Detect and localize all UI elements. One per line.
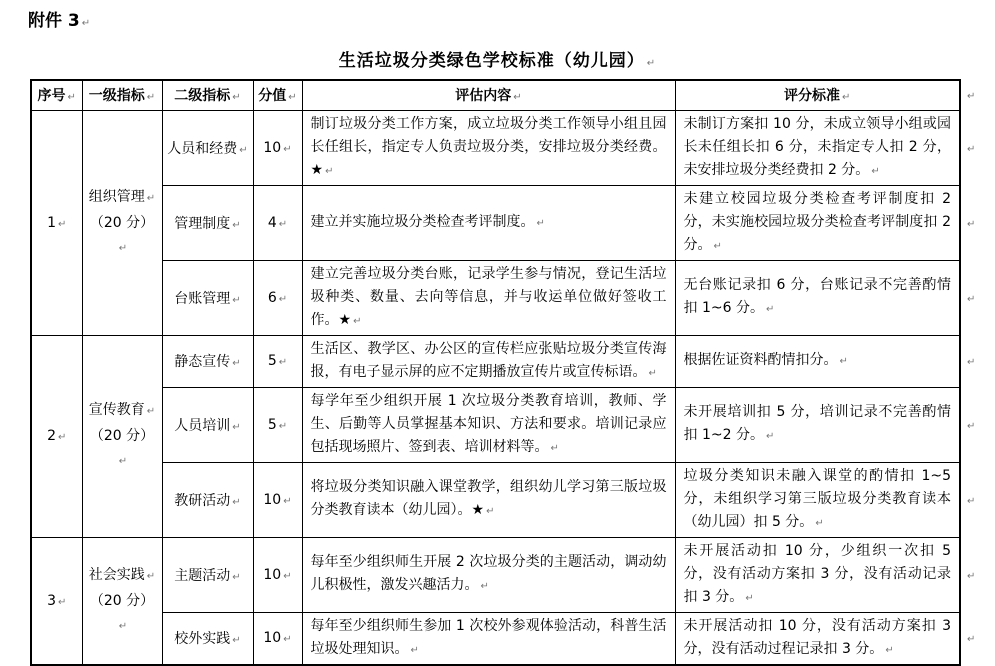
paragraph-mark: ↵ <box>232 571 241 583</box>
index-cell <box>31 110 82 335</box>
category-name: 宣传教育 <box>88 402 145 418</box>
header-cell-category <box>82 80 162 110</box>
table-row <box>31 110 990 185</box>
paragraph-mark: ↵ <box>967 420 976 432</box>
header-label: 评估内容 <box>455 88 512 105</box>
paragraph-mark: ↵ <box>486 506 495 517</box>
table-row <box>31 387 990 462</box>
table-row <box>31 612 990 665</box>
paragraph-mark: ↵ <box>745 592 754 604</box>
criteria-cell <box>675 110 960 185</box>
content-cell <box>302 387 675 462</box>
category-name: 组织管理 <box>88 188 145 205</box>
paragraph-mark: ↵ <box>967 570 976 582</box>
paragraph-mark: ↵ <box>232 421 241 433</box>
paragraph-mark: ↵ <box>118 242 128 254</box>
indicator-cell <box>162 260 253 335</box>
paragraph-mark: ↵ <box>765 431 775 442</box>
score-cell <box>253 335 302 387</box>
criteria-text: 垃圾分类知识未融入课堂的酌情扣 1~5 分，未组织学习第三版垃圾分类教育读本（幼儿园）扣 5 分。 <box>683 467 951 530</box>
paragraph-mark: ↵ <box>288 92 297 104</box>
paragraph-mark: ↵ <box>536 217 545 229</box>
content-text: 每学年至少组织开展 1 次垃圾分类教育培训，教师、学生、后勤等人员掌握基本知识、方法和要求。培训记录应包括现场照片、签到表、培训材料等。 <box>310 392 667 455</box>
paragraph-mark: ↵ <box>871 165 880 177</box>
paragraph-mark: ↵ <box>353 315 362 327</box>
content-text: 生活区、教学区、办公区的宣传栏应张贴垃圾分类宣传海报，有电子显示屏的应不定期播放宣传片或宣传标语。 <box>310 340 667 380</box>
category-cell <box>82 110 162 335</box>
paragraph-mark: ↵ <box>58 432 67 443</box>
content-cell <box>302 110 675 185</box>
score-value: 5 <box>267 353 277 369</box>
paragraph-mark: ↵ <box>967 143 976 155</box>
paragraph-mark: ↵ <box>232 92 241 104</box>
indicator-name: 校外实践 <box>174 631 231 647</box>
paragraph-mark: ↵ <box>146 192 156 204</box>
index-value: 1 <box>47 214 57 231</box>
category-name: 社会实践 <box>88 566 145 583</box>
paragraph-mark: ↵ <box>550 442 559 454</box>
paragraph-mark: ↵ <box>232 358 241 369</box>
standards-table <box>30 79 991 666</box>
paragraph-mark: ↵ <box>232 219 241 231</box>
paragraph-mark: ↵ <box>278 357 288 368</box>
criteria-text: 未建立校园垃圾分类检查考评制度扣 2 分，未实施校园垃圾分类检查考评制度扣 2 分。 <box>683 190 951 253</box>
criteria-cell <box>675 335 960 387</box>
header-label: 评分标准 <box>784 88 841 105</box>
paragraph-mark: ↵ <box>325 165 334 177</box>
indicator-cell <box>162 462 253 537</box>
content-cell <box>302 462 675 537</box>
content-text: 每年至少组织师生参加 1 次校外参观体验活动，科普生活垃圾处理知识。 <box>310 617 667 657</box>
table-row <box>31 462 990 537</box>
criteria-cell <box>675 537 960 612</box>
paragraph-mark: ↵ <box>283 634 292 645</box>
paragraph-mark: ↵ <box>967 293 976 305</box>
paragraph-mark: ↵ <box>410 644 419 656</box>
header-cell-score <box>253 80 302 110</box>
row-end-mark <box>960 612 990 665</box>
page-title <box>0 46 995 71</box>
content-text: 每年至少组织师生开展 2 次垃圾分类的主题活动，调动幼儿积极性，激发兴趣活力。 <box>310 554 667 593</box>
content-cell <box>302 537 675 612</box>
criteria-cell <box>675 612 960 665</box>
score-cell <box>253 185 302 260</box>
paragraph-mark: ↵ <box>118 620 128 632</box>
content-text: 建立完善垃圾分类台账，记录学生参与情况，登记生活垃圾种类、数量、去向等信息，并与收运单位做好签收工作。★ <box>310 265 667 328</box>
row-end-mark <box>960 462 990 537</box>
indicator-name: 人员培训 <box>174 417 231 434</box>
row-end-mark <box>960 185 990 260</box>
row-end-mark <box>960 110 990 185</box>
content-cell <box>302 335 675 387</box>
paragraph-mark: ↵ <box>480 581 489 592</box>
score-cell <box>253 537 302 612</box>
score-value: 10 <box>263 630 282 646</box>
score-value: 10 <box>263 566 282 583</box>
indicator-cell <box>162 537 253 612</box>
paragraph-mark: ↵ <box>58 218 67 230</box>
paragraph-mark: ↵ <box>648 367 657 379</box>
indicator-name: 台账管理 <box>174 290 231 307</box>
row-end-mark <box>960 80 990 110</box>
index-value: 2 <box>47 428 57 444</box>
paragraph-mark: ↵ <box>81 18 91 29</box>
score-cell <box>253 387 302 462</box>
paragraph-mark: ↵ <box>232 635 241 646</box>
indicator-cell <box>162 335 253 387</box>
paragraph-mark: ↵ <box>967 634 976 646</box>
indicator-cell <box>162 387 253 462</box>
paragraph-mark: ↵ <box>146 92 156 104</box>
paragraph-mark: ↵ <box>765 304 775 315</box>
index-cell <box>31 335 82 537</box>
header-cell-indicator <box>162 80 253 110</box>
category-cell <box>82 537 162 665</box>
paragraph-mark: ↵ <box>239 144 248 156</box>
indicator-cell <box>162 110 253 185</box>
score-value: 5 <box>267 416 277 433</box>
header-cell-criteria <box>675 80 960 110</box>
score-cell <box>253 462 302 537</box>
paragraph-mark: ↵ <box>885 644 894 656</box>
content-cell <box>302 260 675 335</box>
row-end-mark <box>960 260 990 335</box>
score-value: 4 <box>267 214 277 231</box>
criteria-text: 未开展活动扣 10 分，少组织一次扣 5 分，没有活动方案扣 3 分，没有活动记录扣 3 分。 <box>683 542 951 605</box>
paragraph-mark: ↵ <box>283 143 292 155</box>
paragraph-mark: ↵ <box>283 495 292 507</box>
category-cell <box>82 335 162 537</box>
paragraph-mark: ↵ <box>278 218 288 230</box>
score-value: 10 <box>263 491 282 508</box>
header-label: 分值 <box>258 88 287 105</box>
paragraph-mark: ↵ <box>967 357 976 368</box>
criteria-text: 无台账记录扣 6 分，台账记录不完善酌情扣 1~6 分。 <box>683 277 951 316</box>
category-score: （20 分） <box>89 592 155 609</box>
paragraph-mark: ↵ <box>232 294 241 306</box>
table-row <box>31 335 990 387</box>
paragraph-mark: ↵ <box>967 218 976 230</box>
paragraph-mark: ↵ <box>67 92 76 104</box>
indicator-name: 人员和经费 <box>167 140 238 157</box>
score-cell <box>253 260 302 335</box>
paragraph-mark: ↵ <box>58 596 67 608</box>
paragraph-mark: ↵ <box>713 240 722 252</box>
category-score: （20 分） <box>89 428 155 444</box>
content-text: 将垃圾分类知识融入课堂教学，组织幼儿学习第三版垃圾分类教育读本（幼儿园）。★ <box>310 479 667 518</box>
criteria-text: 未开展活动扣 10 分，没有活动方案扣 3 分，没有活动过程记录扣 3 分。 <box>683 617 951 657</box>
indicator-name: 教研活动 <box>174 492 231 509</box>
header-label: 二级指标 <box>174 88 231 105</box>
header-cell-content <box>302 80 675 110</box>
header-cell-index <box>31 80 82 110</box>
header-row <box>31 80 990 110</box>
criteria-text: 根据佐证资料酌情扣分。 <box>683 352 838 368</box>
criteria-text: 未制订方案扣 10 分，未成立领导小组或园长未任组长扣 6 分，未指定专人扣 2 分，未安排垃圾分类经费扣 2 分。 <box>683 115 951 178</box>
header-label: 序号 <box>37 88 66 105</box>
indicator-cell <box>162 185 253 260</box>
criteria-cell <box>675 260 960 335</box>
criteria-cell <box>675 185 960 260</box>
paragraph-mark: ↵ <box>967 495 976 507</box>
header-label: 一级指标 <box>88 88 145 105</box>
paragraph-mark: ↵ <box>815 517 824 529</box>
row-end-mark <box>960 387 990 462</box>
score-value: 10 <box>263 139 282 156</box>
table-row <box>31 260 990 335</box>
category-score: （20 分） <box>89 214 155 231</box>
attachment-label-text: 附件 3 <box>28 11 80 31</box>
indicator-cell <box>162 612 253 665</box>
paragraph-mark: ↵ <box>146 570 156 582</box>
paragraph-mark: ↵ <box>146 406 156 417</box>
indicator-name: 主题活动 <box>174 567 231 584</box>
attachment-label <box>28 6 90 31</box>
score-cell <box>253 110 302 185</box>
paragraph-mark: ↵ <box>839 356 848 367</box>
paragraph-mark: ↵ <box>967 91 976 102</box>
paragraph-mark: ↵ <box>842 92 851 104</box>
score-cell <box>253 612 302 665</box>
table-row <box>31 185 990 260</box>
paragraph-mark: ↵ <box>283 570 292 582</box>
paragraph-mark: ↵ <box>118 456 128 467</box>
table-row <box>31 537 990 612</box>
paragraph-mark: ↵ <box>278 293 288 305</box>
content-cell <box>302 185 675 260</box>
indicator-name: 静态宣传 <box>174 354 231 370</box>
row-end-mark <box>960 335 990 387</box>
index-value: 3 <box>47 592 57 609</box>
paragraph-mark: ↵ <box>232 496 241 508</box>
criteria-cell <box>675 462 960 537</box>
content-cell <box>302 612 675 665</box>
page-title-text: 生活垃圾分类绿色学校标准（幼儿园） <box>338 51 645 71</box>
paragraph-mark: ↵ <box>278 420 288 432</box>
content-text: 建立并实施垃圾分类检查考评制度。 <box>310 213 535 230</box>
paragraph-mark: ↵ <box>513 92 522 104</box>
indicator-name: 管理制度 <box>174 215 231 232</box>
row-end-mark <box>960 537 990 612</box>
criteria-text: 未开展培训扣 5 分，培训记录不完善酌情扣 1~2 分。 <box>683 404 951 443</box>
content-text: 制订垃圾分类工作方案，成立垃圾分类工作领导小组且园长任组长，指定专人负责垃圾分类，安排垃圾分类经费。★ <box>310 115 667 178</box>
criteria-cell <box>675 387 960 462</box>
index-cell <box>31 537 82 665</box>
score-value: 6 <box>267 289 277 306</box>
paragraph-mark: ↵ <box>646 58 657 69</box>
